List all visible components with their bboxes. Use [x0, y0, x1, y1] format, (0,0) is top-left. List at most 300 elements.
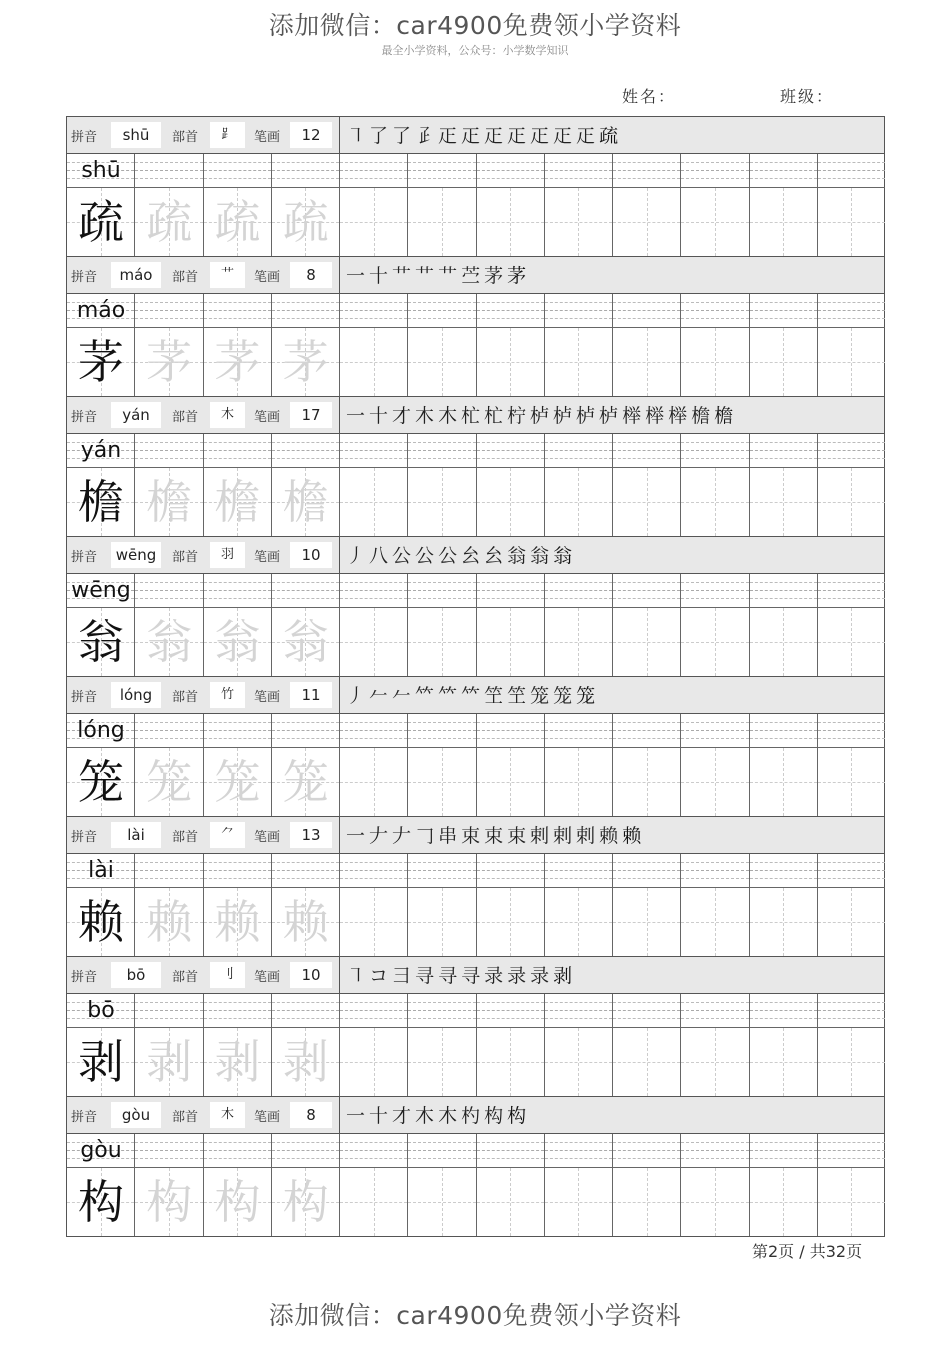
guide-line [408, 582, 475, 583]
character-block [67, 257, 884, 397]
guide-line [613, 442, 680, 443]
guide-line [613, 178, 680, 179]
pinyin-lines [477, 714, 544, 748]
stroke-step: 了 [369, 125, 389, 147]
tian-grid [340, 188, 407, 256]
guide-line [135, 1002, 202, 1003]
practice-cell[interactable] [340, 154, 408, 256]
pinyin-lines [272, 154, 339, 188]
stroke-step: 束 [507, 825, 527, 847]
pinyin-lines [272, 434, 339, 468]
stroke-count-value: 13 [290, 822, 332, 848]
character-block [67, 677, 884, 817]
pinyin-lines [340, 434, 407, 468]
practice-cell[interactable] [750, 994, 818, 1096]
practice-cell[interactable] [477, 434, 545, 536]
practice-cell[interactable] [408, 294, 476, 396]
stroke-step: 才 [392, 1105, 412, 1127]
pinyin-lines [613, 714, 680, 748]
trace-character: 笼 [214, 755, 261, 809]
practice-cell[interactable] [477, 1134, 545, 1236]
pinyin-lines [613, 154, 680, 188]
pinyin-lines [135, 574, 202, 608]
trace-character: 疏 [146, 195, 193, 249]
practice-cell[interactable] [340, 1134, 408, 1236]
practice-cell[interactable] [545, 994, 613, 1096]
guide-line [613, 870, 680, 871]
guide-line [818, 310, 885, 311]
radical-label: 部首 [172, 970, 199, 985]
guide-line [613, 722, 680, 723]
guide-line [613, 310, 680, 311]
guide-line [204, 310, 271, 311]
guide-line [204, 178, 271, 179]
practice-cell[interactable] [340, 854, 408, 956]
guide-line [408, 862, 475, 863]
practice-cell[interactable] [818, 854, 885, 956]
practice-cell[interactable] [681, 714, 749, 816]
practice-cell[interactable] [477, 994, 545, 1096]
guide-line [135, 878, 202, 879]
pinyin-lines [204, 434, 271, 468]
practice-cell[interactable] [613, 1134, 681, 1236]
guide-line [681, 878, 748, 879]
guide-line-horizontal [613, 222, 680, 223]
guide-line-horizontal [477, 922, 544, 923]
practice-cell[interactable] [818, 294, 885, 396]
name-field-label: 姓名： [622, 87, 677, 106]
tian-grid [545, 328, 612, 396]
writing-grid [67, 154, 884, 256]
trace-character: 翁 [282, 615, 329, 669]
practice-cell[interactable] [818, 714, 885, 816]
class-field-label: 班级： [780, 87, 835, 106]
practice-cell[interactable] [750, 434, 818, 536]
info-panel [67, 957, 340, 993]
guide-line [545, 582, 612, 583]
stroke-order-sequence [346, 121, 622, 148]
practice-cell[interactable] [613, 294, 681, 396]
guide-line-horizontal [681, 922, 748, 923]
stroke-step: 翁 [507, 545, 527, 567]
tian-grid [477, 188, 544, 256]
pinyin-lines [272, 574, 339, 608]
model-character: 茅 [78, 335, 124, 389]
guide-line [477, 1142, 544, 1143]
guide-line [613, 1150, 680, 1151]
model-pinyin: yán [80, 438, 122, 463]
pinyin-lines [613, 574, 680, 608]
guide-line [272, 170, 339, 171]
tian-grid [408, 888, 475, 956]
guide-line-horizontal [681, 362, 748, 363]
guide-line [750, 590, 817, 591]
stroke-step: 𠂉 [392, 685, 412, 707]
guide-line [477, 738, 544, 739]
practice-sheet [66, 116, 885, 1237]
model-character: 剥 [78, 1035, 124, 1089]
pinyin-lines [408, 574, 475, 608]
stroke-step: 笼 [576, 685, 596, 707]
stroke-step: 了 [392, 125, 412, 147]
practice-cell[interactable] [818, 574, 885, 676]
guide-line [204, 442, 271, 443]
tian-grid [477, 1168, 544, 1236]
guide-line [135, 1010, 202, 1011]
guide-line [750, 582, 817, 583]
guide-line [750, 870, 817, 871]
guide-line [408, 162, 475, 163]
stroke-step: 串 [438, 825, 458, 847]
guide-line [750, 318, 817, 319]
radical-value: 艹 [210, 262, 245, 288]
stroke-step: 一 [346, 405, 366, 427]
tian-grid [681, 188, 748, 256]
guide-line [613, 162, 680, 163]
tian-grid [545, 188, 612, 256]
writing-grid [67, 434, 884, 536]
practice-cell[interactable] [818, 434, 885, 536]
practice-cell[interactable] [340, 994, 408, 1096]
guide-line-horizontal [818, 502, 885, 503]
guide-line-horizontal [750, 782, 817, 783]
stroke-step: 笁 [507, 685, 527, 707]
guide-line [477, 1158, 544, 1159]
guide-line-horizontal [818, 1202, 885, 1203]
guide-line [272, 178, 339, 179]
practice-cell[interactable] [545, 574, 613, 676]
practice-cell[interactable] [408, 714, 476, 816]
guide-line [750, 1158, 817, 1159]
practice-cell[interactable] [750, 294, 818, 396]
practice-cell[interactable] [477, 154, 545, 256]
pinyin-lines [750, 574, 817, 608]
pinyin-lines [750, 994, 817, 1028]
guide-line [750, 1010, 817, 1011]
guide-line [545, 722, 612, 723]
practice-cell[interactable] [340, 434, 408, 536]
tian-grid [408, 188, 475, 256]
practice-cell[interactable] [681, 574, 749, 676]
tian-grid [477, 1028, 544, 1096]
practice-cell[interactable] [477, 574, 545, 676]
stroke-step: 𤴔 [415, 125, 435, 147]
guide-line [545, 170, 612, 171]
guide-line [613, 170, 680, 171]
practice-cell[interactable] [545, 1134, 613, 1236]
guide-line [613, 738, 680, 739]
practice-cell[interactable] [681, 154, 749, 256]
tian-grid [750, 1168, 817, 1236]
practice-cell[interactable] [408, 574, 476, 676]
info-panel [67, 817, 340, 853]
guide-line [477, 862, 544, 863]
tian-grid [477, 328, 544, 396]
guide-line-horizontal [340, 922, 407, 923]
guide-line [477, 450, 544, 451]
tian-grid [818, 1028, 885, 1096]
guide-line [135, 302, 202, 303]
info-panel [67, 257, 340, 293]
writing-grid [67, 854, 884, 956]
pinyin-lines [408, 1134, 475, 1168]
practice-cell[interactable] [750, 714, 818, 816]
practice-cell[interactable] [681, 434, 749, 536]
guide-line-horizontal [613, 922, 680, 923]
guide-line-horizontal [408, 1202, 475, 1203]
character-block [67, 397, 884, 537]
stroke-step: 𠂇 [369, 825, 389, 847]
practice-cell[interactable] [681, 994, 749, 1096]
pinyin-lines [545, 434, 612, 468]
pinyin-label: 拼音 [71, 550, 98, 565]
guide-line [135, 870, 202, 871]
pinyin-label: 拼音 [71, 410, 98, 425]
guide-line-horizontal [750, 642, 817, 643]
stroke-step: 榉 [622, 405, 642, 427]
practice-cell[interactable] [818, 1134, 885, 1236]
guide-line-horizontal [545, 362, 612, 363]
guide-line [272, 302, 339, 303]
pinyin-lines [135, 714, 202, 748]
stroke-count-value: 8 [290, 262, 332, 288]
guide-line [408, 178, 475, 179]
tian-grid [340, 1168, 407, 1236]
tian-grid [545, 888, 612, 956]
practice-cell[interactable] [545, 294, 613, 396]
radical-label: 部首 [172, 1110, 199, 1125]
stroke-step: 茅 [484, 265, 504, 287]
trace-character: 檐 [146, 475, 193, 529]
practice-cell[interactable] [408, 434, 476, 536]
stroke-step: 木 [438, 405, 458, 427]
pinyin-lines [681, 1134, 748, 1168]
practice-cell[interactable] [613, 574, 681, 676]
tian-grid [681, 1168, 748, 1236]
guide-line-horizontal [545, 922, 612, 923]
guide-line [545, 1150, 612, 1151]
guide-line [340, 722, 407, 723]
stroke-step: 檐 [714, 405, 734, 427]
tian-grid [408, 468, 475, 536]
pinyin-lines [272, 994, 339, 1028]
guide-line [408, 870, 475, 871]
pinyin-lines [545, 1134, 612, 1168]
tian-grid [408, 748, 475, 816]
pinyin-lines [750, 1134, 817, 1168]
pinyin-value: gòu [111, 1102, 161, 1128]
guide-line [681, 1002, 748, 1003]
guide-line [408, 442, 475, 443]
practice-cell[interactable] [613, 854, 681, 956]
tian-grid [681, 608, 748, 676]
stroke-step: 木 [438, 1105, 458, 1127]
guide-line [818, 582, 885, 583]
guide-line-horizontal [408, 502, 475, 503]
guide-line [272, 582, 339, 583]
tian-grid [408, 608, 475, 676]
guide-line [613, 730, 680, 731]
stroke-step: 十 [369, 265, 389, 287]
practice-cell[interactable] [477, 294, 545, 396]
practice-cell[interactable] [613, 994, 681, 1096]
guide-line [408, 1002, 475, 1003]
pinyin-lines [135, 154, 202, 188]
guide-line [204, 1018, 271, 1019]
stroke-step: 赖 [599, 825, 619, 847]
practice-cell[interactable] [613, 434, 681, 536]
radical-value: ⺈ [210, 822, 245, 848]
guide-line [135, 1018, 202, 1019]
guide-line [272, 862, 339, 863]
tian-grid [750, 608, 817, 676]
guide-line [408, 738, 475, 739]
guide-line [477, 1150, 544, 1151]
guide-line [204, 1002, 271, 1003]
stroke-step: 彐 [392, 965, 412, 987]
guide-line [477, 310, 544, 311]
trace-character: 茅 [282, 335, 329, 389]
pinyin-lines [613, 434, 680, 468]
guide-line [681, 442, 748, 443]
practice-cell[interactable] [681, 854, 749, 956]
stroke-step: 录 [484, 965, 504, 987]
writing-grid [67, 294, 884, 396]
guide-line [818, 450, 885, 451]
pinyin-lines [204, 994, 271, 1028]
guide-line [750, 310, 817, 311]
tian-grid [613, 1168, 680, 1236]
tian-grid [545, 1028, 612, 1096]
guide-line [818, 722, 885, 723]
guide-line [750, 442, 817, 443]
info-row [67, 537, 884, 574]
radical-value: 刂 [210, 962, 245, 988]
stroke-step: 㕕 [484, 545, 504, 567]
guide-line [750, 450, 817, 451]
guide-line [545, 450, 612, 451]
info-panel [67, 1097, 340, 1133]
practice-cell[interactable] [340, 574, 408, 676]
practice-cell[interactable] [408, 1134, 476, 1236]
guide-line [818, 1158, 885, 1159]
radical-label: 部首 [172, 410, 199, 425]
practice-cell[interactable] [545, 854, 613, 956]
guide-line [477, 598, 544, 599]
practice-cell[interactable] [613, 714, 681, 816]
stroke-count-label: 笔画 [254, 690, 281, 705]
guide-line [750, 302, 817, 303]
trace-character: 构 [282, 1175, 329, 1229]
guide-line [340, 598, 407, 599]
writing-grid [67, 574, 884, 676]
tian-grid [818, 1168, 885, 1236]
practice-cell[interactable] [340, 714, 408, 816]
subtitle-line: 最全小学资料，公众号：小学数学知识 [381, 44, 569, 57]
practice-cell[interactable] [340, 294, 408, 396]
guide-line [204, 598, 271, 599]
guide-line [408, 598, 475, 599]
guide-line [135, 310, 202, 311]
practice-cell[interactable] [681, 1134, 749, 1236]
guide-line [135, 170, 202, 171]
model-character: 赖 [78, 895, 124, 949]
guide-line-horizontal [477, 1202, 544, 1203]
guide-line [545, 1158, 612, 1159]
guide-line [272, 730, 339, 731]
guide-line [818, 318, 885, 319]
guide-line-horizontal [681, 642, 748, 643]
guide-line [545, 442, 612, 443]
guide-line [681, 458, 748, 459]
practice-cell[interactable] [818, 154, 885, 256]
guide-line [477, 870, 544, 871]
practice-cell[interactable] [613, 154, 681, 256]
guide-line-horizontal [545, 1202, 612, 1203]
pinyin-lines [818, 154, 885, 188]
guide-line-horizontal [750, 1062, 817, 1063]
stroke-order-sequence [346, 821, 645, 848]
model-pinyin: wēng [71, 578, 131, 603]
stroke-step: 剥 [553, 965, 573, 987]
guide-line [477, 878, 544, 879]
guide-line [408, 450, 475, 451]
pinyin-lines [613, 1134, 680, 1168]
practice-cell[interactable] [750, 854, 818, 956]
stroke-step: 㕕 [461, 545, 481, 567]
practice-cell[interactable] [477, 854, 545, 956]
guide-line [818, 738, 885, 739]
trace-character: 赖 [282, 895, 329, 949]
stroke-order-sequence [346, 401, 737, 428]
practice-cell[interactable] [408, 854, 476, 956]
practice-cell[interactable] [408, 994, 476, 1096]
pinyin-lines [545, 714, 612, 748]
stroke-count-value: 12 [290, 122, 332, 148]
guide-line [681, 738, 748, 739]
stroke-step: 𤴓 [507, 125, 527, 147]
trace-character: 赖 [146, 895, 193, 949]
tian-grid [613, 328, 680, 396]
tian-grid [681, 328, 748, 396]
guide-line-horizontal [750, 502, 817, 503]
practice-cell[interactable] [750, 574, 818, 676]
pinyin-lines [135, 1134, 202, 1168]
practice-cell[interactable] [681, 294, 749, 396]
info-panel [67, 537, 340, 573]
guide-line [340, 442, 407, 443]
tian-grid [818, 188, 885, 256]
practice-cell[interactable] [545, 434, 613, 536]
pinyin-lines [477, 1134, 544, 1168]
stroke-step: 木 [415, 405, 435, 427]
guide-line [613, 1142, 680, 1143]
guide-line [340, 862, 407, 863]
practice-cell[interactable] [477, 714, 545, 816]
guide-line [340, 450, 407, 451]
practice-cell[interactable] [750, 1134, 818, 1236]
practice-cell[interactable] [408, 154, 476, 256]
practice-cell[interactable] [818, 994, 885, 1096]
practice-cell[interactable] [545, 714, 613, 816]
guide-line-horizontal [340, 1202, 407, 1203]
pinyin-lines [340, 294, 407, 328]
practice-cell[interactable] [545, 154, 613, 256]
guide-line [204, 738, 271, 739]
guide-line [272, 162, 339, 163]
pinyin-value: máo [111, 262, 161, 288]
practice-cell[interactable] [750, 154, 818, 256]
